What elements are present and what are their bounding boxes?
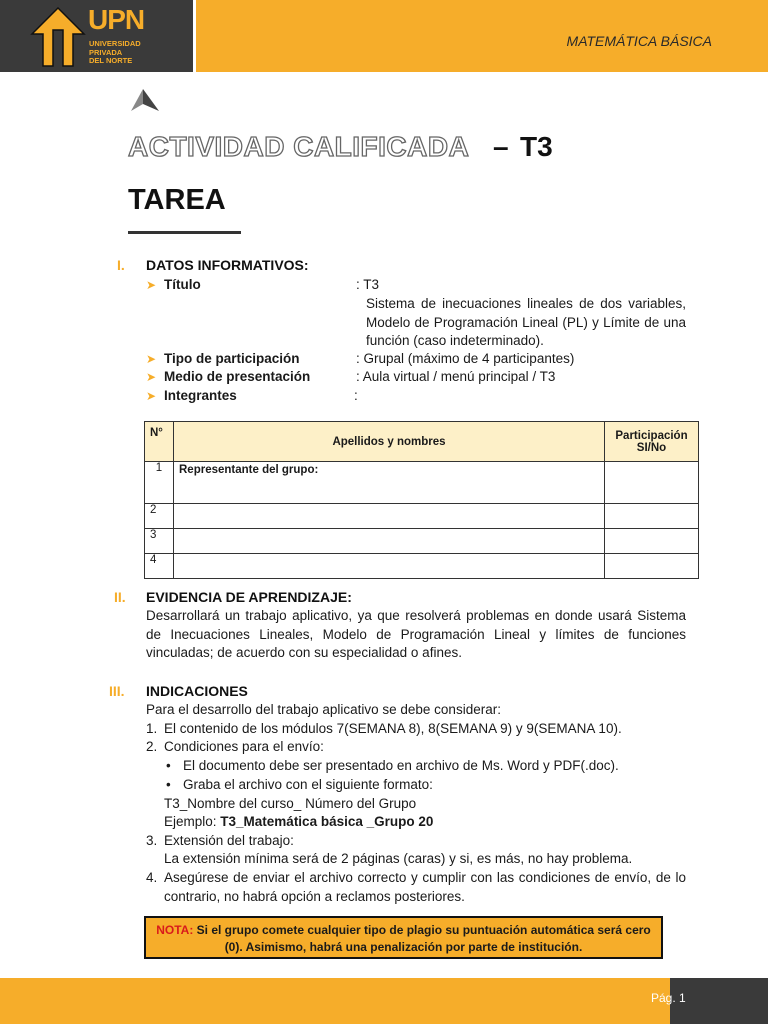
- list-item: El documento debe ser presentado en archivo de Ms. Word y PDF(.doc).: [183, 758, 619, 773]
- bullet-icon: •: [166, 777, 171, 792]
- table-row: [145, 462, 699, 504]
- example-label: Ejemplo:: [164, 814, 221, 829]
- section-heading: INDICACIONES: [146, 683, 248, 699]
- list-number: 2.: [146, 739, 158, 754]
- tipo-label: Tipo de participación: [164, 351, 300, 366]
- section-heading: DATOS INFORMATIVOS:: [146, 257, 309, 273]
- section-number: III.: [109, 683, 125, 699]
- example-line: [164, 813, 433, 832]
- col-header-names: Apellidos y nombres: [174, 422, 605, 462]
- list-number: 1.: [146, 721, 158, 736]
- list-item: Condiciones para el envío:: [164, 739, 324, 754]
- section-heading: EVIDENCIA DE APRENDIZAJE:: [146, 589, 352, 605]
- row-name-cell[interactable]: [174, 529, 605, 554]
- row-participation-cell[interactable]: [605, 529, 699, 554]
- titulo-value: : T3: [356, 277, 380, 292]
- warning-note: [144, 916, 663, 959]
- page-number: Pág. 1: [651, 991, 686, 1005]
- list-number: 4.: [146, 870, 158, 885]
- members-table: [144, 421, 699, 579]
- logo-panel: [0, 0, 193, 72]
- row-number: 1: [145, 462, 174, 504]
- row-name-cell[interactable]: Representante del grupo:: [174, 462, 605, 504]
- list-item: Asegúrese de enviar el archivo correcto y cumplir con las condiciones de envío, de lo contrario, no habrá opción a reclamos posteriores.: [164, 870, 686, 904]
- arrow-bullet-icon: ➤: [146, 389, 157, 403]
- indications-intro: Para el desarrollo del trabajo aplicativo se debe considerar:: [146, 702, 501, 717]
- arrow-bullet-icon: ➤: [146, 370, 157, 384]
- course-title: MATEMÁTICA BÁSICA: [566, 33, 712, 49]
- table-header-row: [145, 422, 699, 462]
- list-item: El contenido de los módulos 7(SEMANA 8), 8(SEMANA 9) y 9(SEMANA 10).: [164, 721, 622, 736]
- tipo-value: : Grupal (máximo de 4 participantes): [356, 351, 575, 366]
- section-number: II.: [114, 589, 126, 605]
- table-row: [145, 504, 699, 529]
- note-label: NOTA:: [156, 923, 194, 937]
- logo-text: UPN: [88, 4, 145, 35]
- row-participation-cell[interactable]: [605, 504, 699, 529]
- navigation-arrow-icon: [129, 87, 161, 113]
- list-number: 3.: [146, 833, 158, 848]
- medio-value: : Aula virtual / menú principal / T3: [356, 369, 556, 384]
- row-number: 3: [145, 529, 174, 554]
- list-item: Extensión del trabajo:: [164, 833, 294, 848]
- col-header-number: N°: [145, 422, 174, 462]
- row-name-cell[interactable]: [174, 554, 605, 579]
- list-item: Graba el archivo con el siguiente formato:: [183, 777, 433, 792]
- footer-band: [0, 978, 670, 1024]
- note-text: Si el grupo comete cualquier tipo de plagio su puntuación automática será cero (0). Asimismo, habrá una penalización por parte de institución.: [193, 923, 651, 954]
- bullet-icon: •: [166, 758, 171, 773]
- upn-arrow-logo-icon: [30, 6, 86, 68]
- list-item-detail: La extensión mínima será de 2 páginas (caras) y si, es más, no hay problema.: [164, 851, 633, 866]
- table-row: [145, 554, 699, 579]
- row-participation-cell[interactable]: [605, 462, 699, 504]
- row-number: 2: [145, 504, 174, 529]
- evidence-paragraph: Desarrollará un trabajo aplicativo, ya que resolverá problemas en donde usará Sistema de Inecuaciones Lineales, Modelo de Programación Lineal y límites de funciones vinculadas; de acuerdo con su especialidad o afines.: [146, 608, 686, 660]
- page-title: TAREA: [128, 184, 226, 216]
- example-value: T3_Matemática básica _Grupo 20: [220, 814, 434, 829]
- integrantes-label: Integrantes: [164, 388, 237, 403]
- medio-label: Medio de presentación: [164, 369, 311, 384]
- table-row: [145, 529, 699, 554]
- arrow-bullet-icon: ➤: [146, 352, 157, 366]
- titulo-description: Sistema de inecuaciones lineales de dos variables, Modelo de Programación Lineal (PL) y Límite de una función (caso indeterminado).: [366, 296, 686, 348]
- col-header-participation: Participación SI/No: [605, 422, 699, 462]
- activity-title: ACTIVIDAD CALIFICADA: [128, 131, 470, 162]
- integrantes-value: :: [354, 388, 358, 403]
- activity-code: T3: [520, 131, 553, 162]
- arrow-bullet-icon: ➤: [146, 278, 157, 292]
- row-number: 4: [145, 554, 174, 579]
- titulo-label: Título: [164, 277, 201, 292]
- logo-subtext: UNIVERSIDAD PRIVADA DEL NORTE: [89, 39, 141, 65]
- title-dash: –: [493, 131, 509, 162]
- section-number: I.: [117, 257, 125, 273]
- file-format: T3_Nombre del curso_ Número del Grupo: [164, 796, 417, 811]
- title-underline: [128, 231, 241, 234]
- row-name-cell[interactable]: [174, 504, 605, 529]
- row-participation-cell[interactable]: [605, 554, 699, 579]
